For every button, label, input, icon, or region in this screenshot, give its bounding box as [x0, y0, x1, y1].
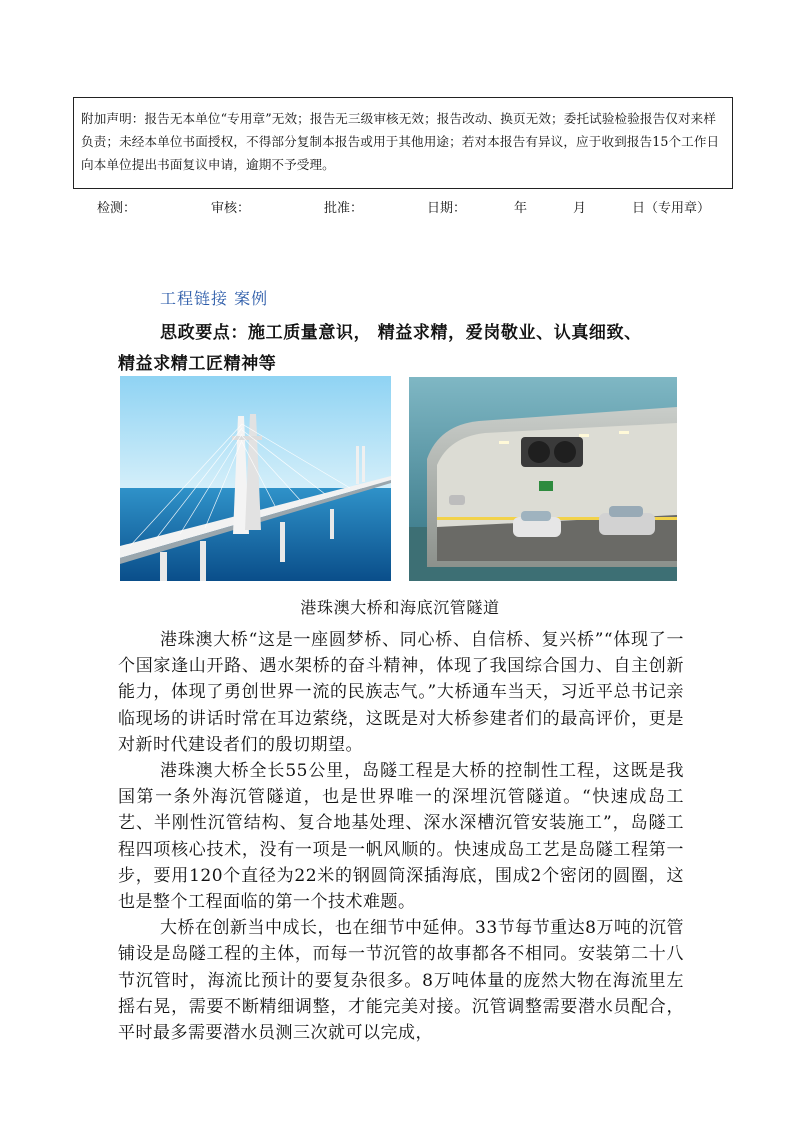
day-stamp-label: 日（专用章） — [632, 201, 711, 216]
key-points-line-2: 精益求精工匠精神等 — [118, 354, 277, 374]
month-label: 月 — [573, 201, 587, 216]
body-text — [118, 627, 684, 1046]
notice-text: 附加声明：报告无本单位“专用章”无效；报告无三级审核无效；报告改动、换页无效；委托试验检验报告仅对来样负责；未经本单位书面授权，不得部分复制本报告或用于其他用途；若对本报告有异议，应于收到报告15个工作日向本单位提出书面复议申请，逾期不予受理。 — [81, 111, 720, 172]
approve-label: 批准： — [324, 201, 364, 216]
notice-box — [73, 97, 733, 189]
paragraph-3: 大桥在创新当中成长，也在细节中延伸。33节每节重达8万吨的沉管铺设是岛隧工程的主体，而每一节沉管的故事都各不相同。安装第二十八节沉管时，海流比预计的要复杂很多。8万吨体量的庞然大物在海流里左摇右晃，需要不断精细调整，才能完美对接。沉管调整需要潜水员配合，平时最多需要潜水员测三次就可以完成， — [118, 918, 684, 1044]
figure-caption: 港珠澳大桥和海底沉管隧道 — [300, 598, 500, 617]
paragraph-1: 港珠澳大桥“这是一座圆梦桥、同心桥、自信桥、复兴桥”“体现了一个国家逢山开路、遇水架桥的奋斗精神，体现了我国综合国力、自主创新能力，体现了勇创世界一流的民族志气。”大桥通车当天，习近平总书记亲临现场的讲话时常在耳边萦绕，这既是对大桥参建者们的最高评价，更是对新时代建设者们的殷切期望。 — [118, 630, 684, 755]
key-points — [118, 318, 688, 380]
date-label: 日期： — [427, 201, 467, 216]
signature-row — [0, 197, 800, 215]
key-points-line-1: 思政要点：施工质量意识， 精益求精，爱岗敬业、认真细致、 — [160, 323, 642, 343]
bridge-photo — [120, 376, 391, 581]
review-label: 审核： — [211, 201, 251, 216]
paragraph-2: 港珠澳大桥全长55公里，岛隧工程是大桥的控制性工程，这既是我国第一条外海沉管隧道，也是世界唯一的深埋沉管隧道。“快速成岛工艺、半刚性沉管结构、复合地基处理、深水深槽沉管安装施工”，岛隧工程四项核心技术，没有一项是一帆风顺的。快速成岛工艺是岛隧工程第一步，要用120个直径为22米的钢圆筒深插海底，围成2个密闭的圆圈，这也是整个工程面临的第一个技术难题。 — [118, 761, 684, 913]
inspect-label: 检测： — [97, 201, 137, 216]
year-label: 年 — [514, 201, 528, 216]
tunnel-illustration — [409, 377, 677, 581]
bridge-illustration — [120, 376, 391, 581]
tunnel-photo — [409, 377, 677, 581]
section-link-title: 工程链接 案例 — [160, 289, 269, 308]
